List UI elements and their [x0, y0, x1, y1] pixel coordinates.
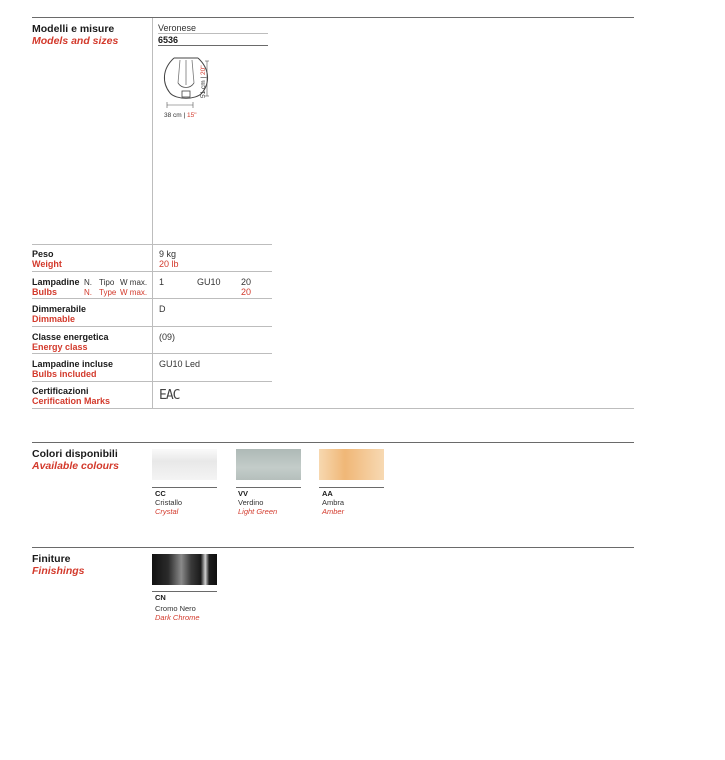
- top-rule: [32, 17, 634, 18]
- swatch-rule-vv: [236, 487, 301, 488]
- colour-name-cc: Cristallo: [155, 498, 183, 507]
- spec-rule-2: [32, 271, 272, 272]
- bulbs-col-w-en: W max.: [120, 288, 148, 297]
- height-cm: 51 cm: [200, 80, 207, 98]
- model-code-rule: [158, 45, 268, 46]
- height-dimension: 51 cm | 20": [200, 65, 207, 98]
- bulbs-col-n-en: N.: [84, 288, 92, 297]
- swatch-ambra[interactable]: [319, 449, 384, 480]
- bulbs-label: Lampadine: [32, 277, 80, 287]
- bulbs-n: 1: [159, 277, 165, 287]
- bulbs-w-alt: 20: [241, 287, 252, 297]
- model-code: 6536: [158, 35, 179, 45]
- cert-label: Certificazioni: [32, 386, 89, 396]
- colour-name-en-cc: Crystal: [155, 507, 179, 516]
- models-label-en: Models and sizes: [32, 35, 119, 47]
- dimmable-label: Dimmerabile: [32, 304, 87, 314]
- colour-name-aa: Ambra: [322, 498, 345, 507]
- spec-rule-5: [32, 353, 272, 354]
- colour-code-cc: CC: [155, 489, 166, 498]
- column-divider: [152, 18, 153, 408]
- energy-label-en: Energy class: [32, 342, 88, 352]
- finish-code-cn: CN: [155, 593, 166, 602]
- swatch-cristallo[interactable]: [152, 449, 217, 480]
- swatch-rule-cc: [152, 487, 217, 488]
- colours-rule: [32, 442, 634, 443]
- included-label-en: Bulbs included: [32, 369, 97, 379]
- spec-rule-1: [32, 244, 272, 245]
- eac-mark-icon: EAC: [159, 388, 180, 403]
- swatch-cromo-nero[interactable]: [152, 554, 217, 585]
- bulbs-col-w: W max.: [120, 278, 148, 287]
- colour-name-en-aa: Amber: [322, 507, 345, 516]
- included-label: Lampadine incluse: [32, 359, 114, 369]
- width-in: 15": [187, 112, 197, 119]
- finish-name-cn: Cromo Nero: [155, 604, 196, 613]
- weight-label-en: Weight: [32, 259, 62, 269]
- width-dimension: 38 cm | 15": [164, 112, 197, 119]
- colour-name-vv: Verdino: [238, 498, 264, 507]
- height-in: 20": [200, 65, 207, 75]
- included-value: GU10 Led: [159, 359, 201, 369]
- finishes-label: Finiture: [32, 553, 71, 565]
- colours-label-en: Available colours: [32, 460, 119, 472]
- swatch-verdino[interactable]: [236, 449, 301, 480]
- energy-label: Classe energetica: [32, 332, 109, 342]
- weight-label: Peso: [32, 249, 54, 259]
- bulbs-w: 20: [241, 277, 252, 287]
- spec-rule-3: [32, 298, 272, 299]
- model-name: Veronese: [158, 23, 197, 33]
- colour-code-aa: AA: [322, 489, 333, 498]
- colour-name-en-vv: Light Green: [238, 507, 278, 516]
- width-cm: 38 cm: [164, 112, 182, 119]
- swatch-rule-aa: [319, 487, 384, 488]
- finishes-rule: [32, 547, 634, 548]
- finishes-label-en: Finishings: [32, 565, 85, 577]
- swatch-rule-cn: [152, 591, 217, 592]
- models-label: Modelli e misure: [32, 23, 115, 35]
- colours-label: Colori disponibili: [32, 448, 118, 460]
- models-bottom-rule: [32, 408, 634, 409]
- energy-value: (09): [159, 332, 176, 342]
- finish-name-en-cn: Dark Chrome: [155, 613, 200, 622]
- weight-value-alt: 20 lb: [159, 259, 179, 269]
- bulbs-label-en: Bulbs: [32, 287, 58, 297]
- dimmable-value: D: [159, 304, 166, 314]
- weight-value: 9 kg: [159, 249, 177, 259]
- cert-label-en: Cerification Marks: [32, 396, 111, 406]
- bulbs-col-n: N.: [84, 278, 92, 287]
- spec-rule-6: [32, 381, 272, 382]
- colour-code-vv: VV: [238, 489, 249, 498]
- model-name-rule: [158, 33, 268, 34]
- spec-rule-4: [32, 326, 272, 327]
- dimmable-label-en: Dimmable: [32, 314, 76, 324]
- bulbs-type: GU10: [197, 277, 221, 287]
- bulbs-col-type-en: Type: [99, 288, 117, 297]
- bulbs-col-type: Tipo: [99, 278, 115, 287]
